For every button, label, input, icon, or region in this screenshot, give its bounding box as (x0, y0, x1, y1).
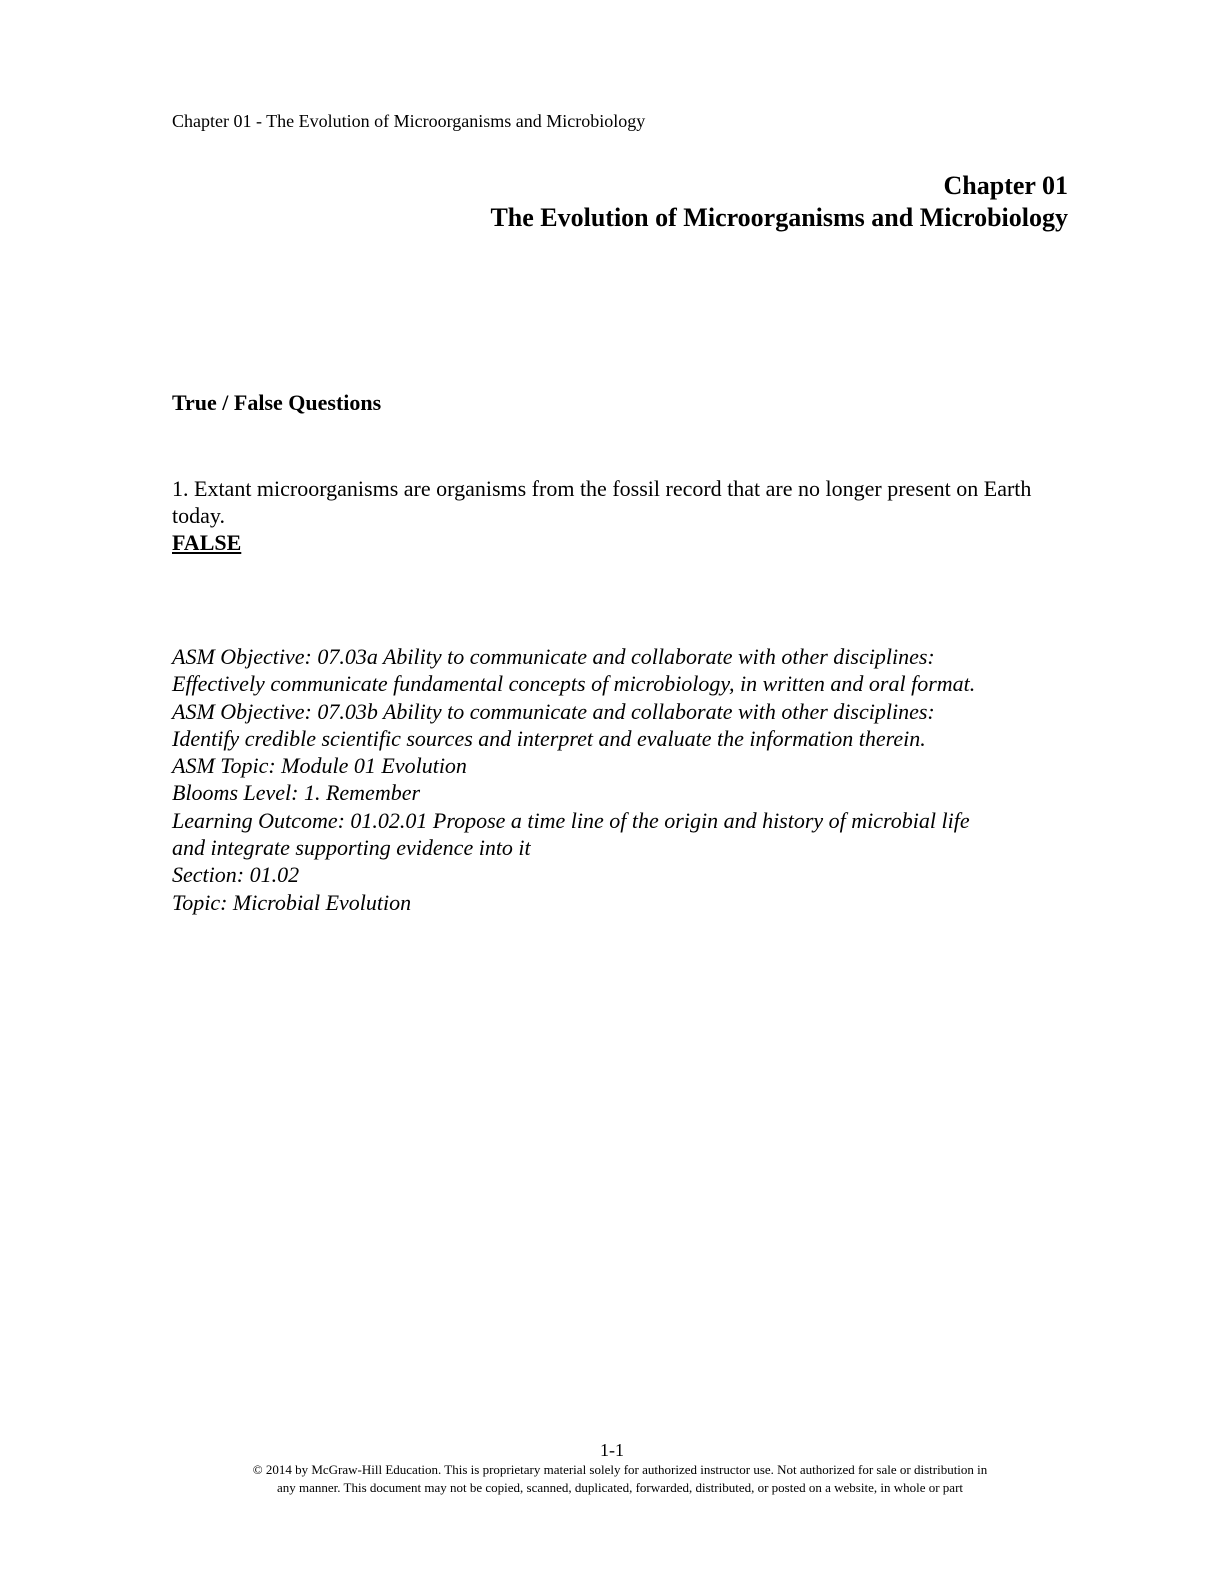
page-number: 1-1 (600, 1440, 624, 1460)
metadata-line: Learning Outcome: 01.02.01 Propose a time line of the origin and history of microbial life (172, 807, 970, 833)
metadata-line: Effectively communicate fundamental concepts of microbiology, in written and oral format. (172, 671, 976, 697)
metadata-line: Identify credible scientific sources and interpret and evaluate the information therein. (172, 725, 926, 751)
chapter-number: Chapter 01 (943, 171, 1068, 200)
chapter-name: The Evolution of Microorganisms and Microbiology (490, 203, 1068, 232)
question-metadata (172, 643, 1072, 916)
metadata-line: Section: 01.02 (172, 862, 300, 888)
metadata-line: Blooms Level: 1. Remember (172, 780, 421, 806)
answer-text: FALSE (172, 530, 242, 555)
copyright-line: © 2014 by McGraw-Hill Education. This is proprietary material solely for authorized instructor use. Not authorized for sale or distribution in (252, 1462, 988, 1477)
metadata-line: ASM Objective: 07.03a Ability to communicate and collaborate with other disciplines: (172, 644, 935, 669)
running-header: Chapter 01 - The Evolution of Microorganisms and Microbiology (172, 111, 646, 131)
metadata-line: ASM Objective: 07.03b Ability to communicate and collaborate with other disciplines: (172, 698, 935, 724)
metadata-line: and integrate supporting evidence into it (172, 835, 531, 861)
metadata-line: ASM Topic: Module 01 Evolution (172, 753, 467, 779)
section-heading: True / False Questions (172, 390, 382, 415)
chapter-title (490, 170, 1068, 234)
metadata-line: Topic: Microbial Evolution (172, 889, 412, 915)
copyright-line: any manner. This document may not be copied, scanned, duplicated, forwarded, distributed, or posted on a website, in whole or part (276, 1480, 964, 1495)
question-text: 1. Extant microorganisms are organisms from the fossil record that are no longer present on Earth today. (172, 476, 1032, 528)
copyright-notice (160, 1461, 1080, 1497)
